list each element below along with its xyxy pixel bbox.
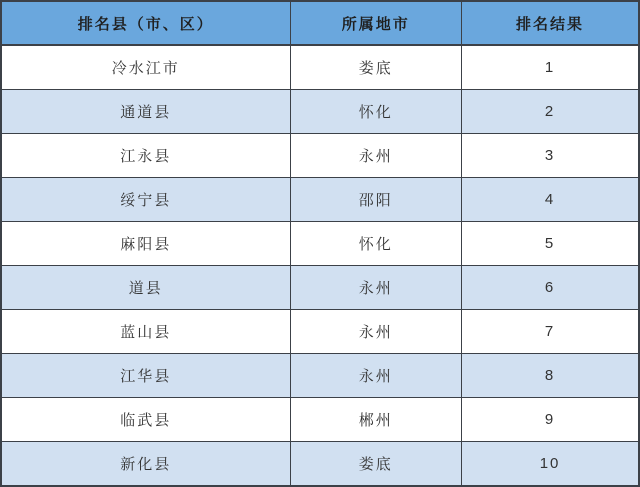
county-cell: 冷水江市 (1, 45, 290, 90)
county-cell: 道县 (1, 265, 290, 309)
table-row (1, 397, 639, 441)
rank-cell: 3 (462, 134, 639, 178)
city-cell: 怀化 (290, 222, 462, 266)
table-row (1, 265, 639, 309)
table-row (1, 90, 639, 134)
rank-cell: 10 (462, 441, 639, 486)
county-cell: 临武县 (1, 397, 290, 441)
table-row (1, 309, 639, 353)
table-row (1, 441, 639, 486)
city-cell: 怀化 (290, 90, 462, 134)
city-cell: 郴州 (290, 397, 462, 441)
rank-cell: 9 (462, 397, 639, 441)
rank-cell: 7 (462, 309, 639, 353)
county-cell: 麻阳县 (1, 222, 290, 266)
table-row (1, 178, 639, 222)
table-row (1, 222, 639, 266)
header-row (1, 1, 639, 45)
rank-cell: 1 (462, 45, 639, 90)
county-cell: 蓝山县 (1, 309, 290, 353)
rank-cell: 5 (462, 222, 639, 266)
city-cell: 永州 (290, 134, 462, 178)
column-header-county: 排名县（市、区） (1, 1, 290, 45)
rank-cell: 2 (462, 90, 639, 134)
county-cell: 江永县 (1, 134, 290, 178)
city-cell: 娄底 (290, 45, 462, 90)
column-header-rank: 排名结果 (462, 1, 639, 45)
rank-cell: 6 (462, 265, 639, 309)
city-cell: 娄底 (290, 441, 462, 486)
county-cell: 通道县 (1, 90, 290, 134)
table-row (1, 134, 639, 178)
rank-cell: 8 (462, 353, 639, 397)
city-cell: 永州 (290, 353, 462, 397)
table-row (1, 353, 639, 397)
rank-cell: 4 (462, 178, 639, 222)
city-cell: 永州 (290, 309, 462, 353)
city-cell: 邵阳 (290, 178, 462, 222)
city-cell: 永州 (290, 265, 462, 309)
county-cell: 新化县 (1, 441, 290, 486)
county-cell: 江华县 (1, 353, 290, 397)
county-cell: 绥宁县 (1, 178, 290, 222)
column-header-city: 所属地市 (290, 1, 462, 45)
table-row (1, 45, 639, 90)
